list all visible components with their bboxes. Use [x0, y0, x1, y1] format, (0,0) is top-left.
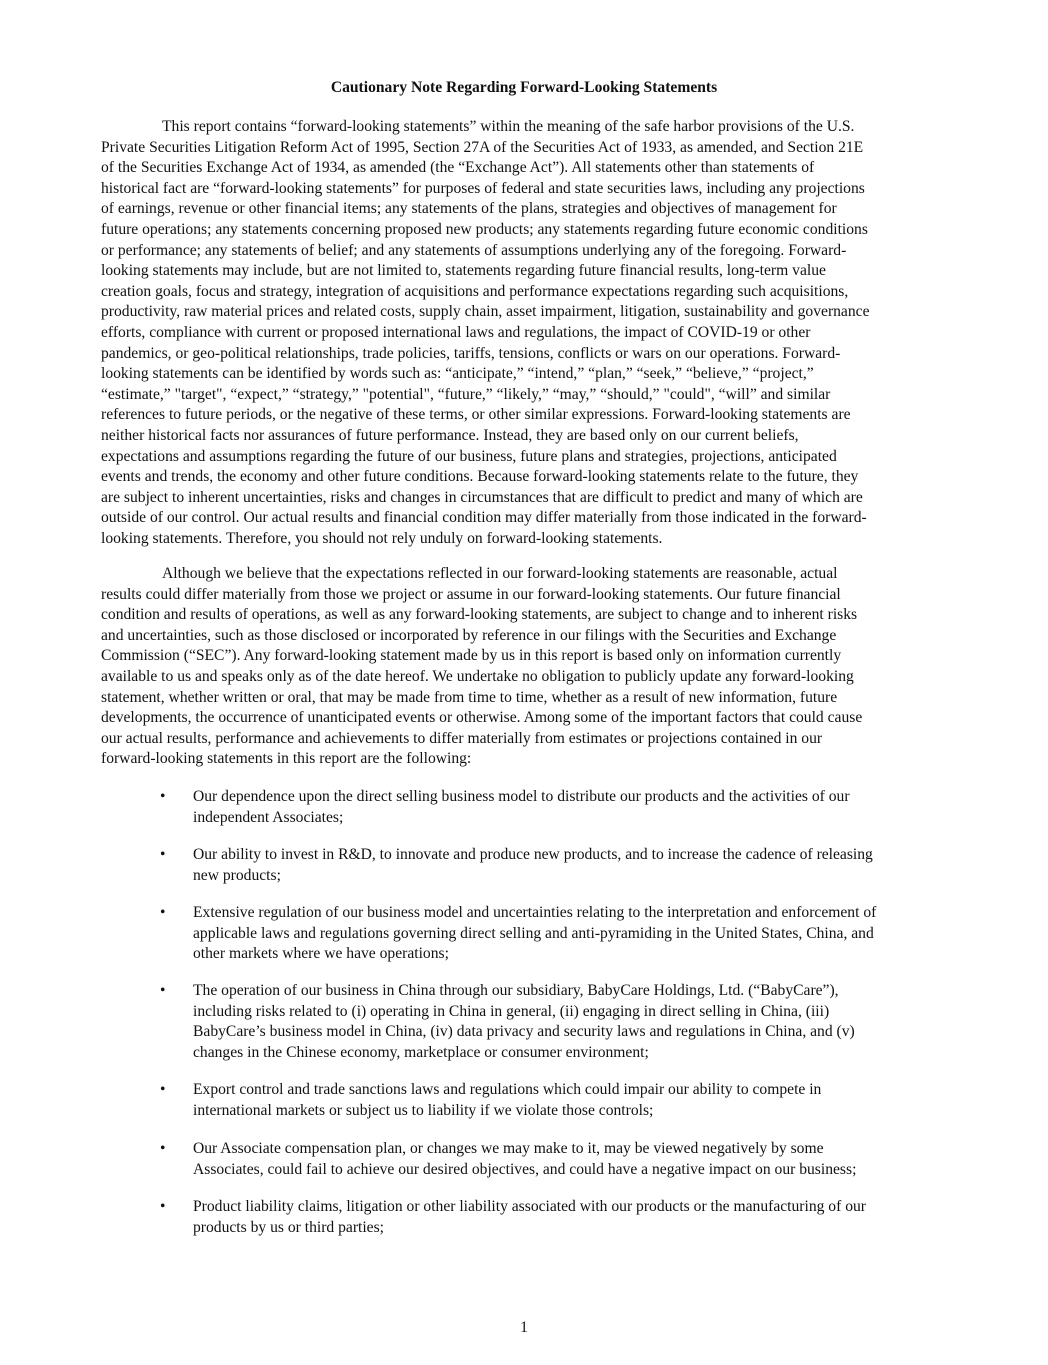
- paragraph-line: looking statements can be identified by words such as: “anticipate,” “intend,” “plan,” “seek,” “believe,” “project,”: [101, 365, 814, 383]
- paragraph-line: our actual results, performance and achievements to differ materially from estimates or projections contained in our: [101, 729, 823, 747]
- bullet-line: Product liability claims, litigation or other liability associated with our products or the manufacturing of our: [193, 1198, 866, 1215]
- paragraph-line: references to future periods, or the negative of these terms, or other similar expressions. Forward-looking statements are: [101, 406, 851, 424]
- bullet-line: including risks related to (i) operating in China in general, (ii) engaging in direct selling in China, (iii): [193, 1002, 830, 1020]
- bullet-icon: •: [160, 1081, 166, 1098]
- paragraph-line: developments, the occurrence of unanticipated events or otherwise. Among some of the important factors that could cause: [101, 709, 863, 727]
- bullet-text: [193, 845, 873, 886]
- section-title: Cautionary Note Regarding Forward-Looking Statements: [330, 79, 718, 96]
- paragraph-line: results could differ materially from those we project or assume in our forward-looking statements. Our future financial: [101, 585, 841, 603]
- paragraph-line: or performance; any statements of belief; and any statements of assumptions underlying any of the foregoing. Forward-: [101, 241, 847, 259]
- bullet-line: products by us or third parties;: [193, 1218, 384, 1236]
- paragraph-forward-looking-definition: [101, 117, 951, 549]
- paragraph-line: historical fact are “forward-looking statements” for purposes of federal and state securities laws, including any projections: [101, 179, 865, 197]
- bullet-line: international markets or subject us to liability if we violate those controls;: [193, 1101, 654, 1119]
- bullet-line: Extensive regulation of our business model and uncertainties relating to the interpretation and enforcement of: [193, 904, 877, 921]
- bullet-text: [193, 787, 850, 828]
- bullet-line: Our ability to invest in R&D, to innovate and produce new products, and to increase the cadence of releasing: [193, 846, 873, 863]
- paragraph-line: forward-looking statements in this report are the following:: [101, 750, 472, 768]
- bullet-line: other markets where we have operations;: [193, 945, 449, 963]
- bullet-text: [193, 1197, 866, 1238]
- bullet-line: Export control and trade sanctions laws and regulations which could impair our ability to compete in: [193, 1081, 822, 1098]
- paragraph-line: looking statements. Therefore, you should not rely unduly on forward-looking statements.: [101, 529, 663, 547]
- paragraph-line: and uncertainties, such as those disclosed or incorporated by reference in our filings with the Securities and Exchange: [101, 626, 837, 644]
- bullet-icon: •: [160, 904, 166, 921]
- bullet-icon: •: [160, 1140, 166, 1157]
- paragraph-line: productivity, raw material prices and related costs, supply chain, asset impairment, litigation, sustainability and governance: [101, 303, 870, 321]
- bullet-text: [193, 1139, 856, 1180]
- paragraph-line: outside of our control. Our actual results and financial condition may differ materially from those indicated in the forward-: [101, 509, 867, 527]
- bullet-line: Our dependence upon the direct selling business model to distribute our products and the activities of our: [193, 788, 850, 805]
- paragraph-line: available to us and speaks only as of the date hereof. We undertake no obligation to publicly update any forward-looking: [101, 667, 854, 685]
- paragraph-line: Although we believe that the expectations reflected in our forward-looking statements are reasonable, actual: [162, 565, 838, 582]
- bullet-icon: •: [160, 1198, 166, 1215]
- paragraph-line: events and trends, the economy and other future conditions. Because forward-looking statements relate to the future, they: [101, 468, 859, 486]
- page-number: 1: [520, 1319, 528, 1336]
- paragraph-line: condition and results of operations, as well as any forward-looking statements, are subject to change and to inherent risks: [101, 606, 858, 624]
- bullet-icon: •: [160, 846, 166, 863]
- paragraph-line: neither historical facts nor assurances of future performance. Instead, they are based only on our current beliefs,: [101, 426, 799, 444]
- bullet-icon: •: [160, 982, 166, 999]
- bullet-line: new products;: [193, 866, 281, 884]
- paragraph-line: of the Securities Exchange Act of 1934, as amended (the “Exchange Act”). All statements other than statements of: [101, 159, 815, 177]
- bullet-line: independent Associates;: [193, 808, 344, 826]
- paragraph-line: creation goals, focus and strategy, integration of acquisitions and performance expectations regarding such acquisitions,: [101, 282, 849, 300]
- paragraph-line: This report contains “forward-looking statements” within the meaning of the safe harbor provisions of the U.S.: [162, 118, 855, 135]
- paragraph-line: Private Securities Litigation Reform Act of 1995, Section 27A of the Securities Act of 1933, as amended, and Section 21E: [101, 138, 864, 156]
- bullet-text: [193, 981, 855, 1063]
- paragraph-line: of earnings, revenue or other financial items; any statements of the plans, strategies and objectives of management for: [101, 200, 837, 218]
- bullet-line: applicable laws and regulations governing direct selling and anti-pyramiding in the United States, China, and: [193, 924, 874, 942]
- bullet-line: Our Associate compensation plan, or changes we may make to it, may be viewed negatively by some: [193, 1140, 824, 1157]
- bullet-text: [193, 1080, 821, 1121]
- paragraph-line: “estimate,” "target", “expect,” “strategy,” "potential", “future,” “likely,” “may,” “should,” "could", “will” and similar: [101, 385, 831, 403]
- paragraph-line: future operations; any statements concerning proposed new products; any statements regarding future economic conditions: [101, 220, 868, 238]
- paragraph-risk-factors-intro: [101, 564, 951, 770]
- paragraph-line: are subject to inherent uncertainties, risks and changes in circumstances that are difficult to predict and many of which are: [101, 488, 863, 506]
- bullet-text: [193, 903, 876, 965]
- bullet-line: changes in the Chinese economy, marketplace or consumer environment;: [193, 1043, 649, 1061]
- paragraph-line: pandemics, or geo-political relationships, trade policies, tariffs, tensions, conflicts or wars on our operations. Forward-: [101, 344, 841, 362]
- bullet-icon: •: [160, 788, 166, 805]
- bullet-line: The operation of our business in China through our subsidiary, BabyCare Holdings, Ltd. (“BabyCare”),: [193, 982, 839, 999]
- paragraph-line: statement, whether written or oral, that may be made from time to time, whether as a result of new information, future: [101, 688, 838, 706]
- bullet-line: BabyCare’s business model in China, (iv) data privacy and security laws and regulations in China, and (v): [193, 1023, 855, 1041]
- paragraph-line: efforts, compliance with current or proposed international laws and regulations, the impact of COVID-19 or other: [101, 323, 811, 341]
- paragraph-line: looking statements may include, but are not limited to, statements regarding future financial results, long-term value: [101, 262, 826, 280]
- paragraph-line: Commission (“SEC”). Any forward-looking statement made by us in this report is based only on information currently: [101, 647, 842, 665]
- bullet-line: Associates, could fail to achieve our desired objectives, and could have a negative impact on our business;: [193, 1160, 857, 1178]
- paragraph-line: expectations and assumptions regarding the future of our business, future plans and strategies, projections, anticipated: [101, 447, 837, 465]
